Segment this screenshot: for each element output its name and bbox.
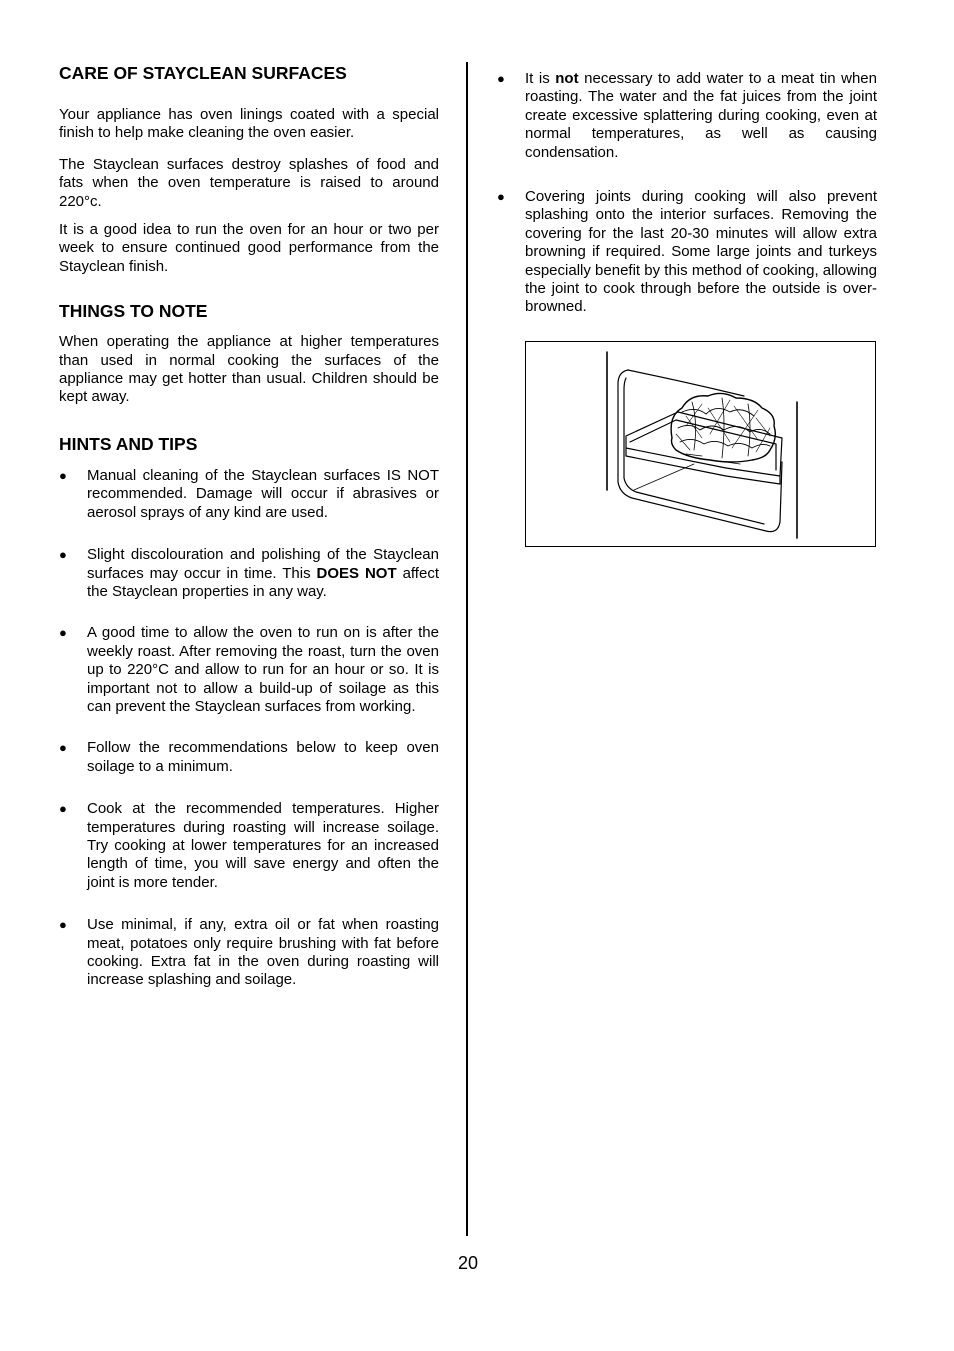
hint-text: Use minimal, if any, extra oil or fat when roasting meat, potatoes only require brushing with fat before cooking. Extra fat in the oven during roasting will increase splashing and soilage. [87, 916, 439, 989]
tip-text: Covering joints during cooking will also prevent splashing onto the interior surfaces. Removing the covering for the last 20-30 minutes will allow extra browning if required. Some large joints and turkeys especially benefit by this method of cooking, allowing the joint to cook through before the outside is over-browned. [525, 188, 877, 316]
oven-joint-icon [526, 342, 874, 545]
bullet-icon: ● [497, 189, 505, 205]
hint-emphasis: DOES NOT [316, 564, 397, 582]
hint-item [59, 739, 439, 776]
bullet-icon: ● [59, 467, 67, 483]
hints-heading: HINTS AND TIPS [59, 433, 198, 454]
hint-item [59, 800, 439, 892]
bullet-icon: ● [59, 740, 67, 756]
column-divider [466, 62, 468, 1236]
tip-text: It is [525, 70, 556, 87]
bullet-icon: ● [59, 625, 67, 641]
right-column [497, 70, 877, 317]
hint-text: Cook at the recommended temperatures. Higher temperatures during roasting will increase soilage. Try cooking at lower temperatures for an increased length of time, you will save energy and often the joint is more tender. [87, 800, 439, 891]
care-paragraph-2: The Stayclean surfaces destroy splashes of food and fats when the oven temperature is raised to around 220°c. [59, 155, 439, 210]
tip-item [497, 188, 877, 317]
hint-text: Follow the recommendations below to keep oven soilage to a minimum. [87, 739, 439, 775]
hint-text: affect the Stayclean properties in any way. [87, 564, 439, 600]
tip-text: necessary to add water to a meat tin when roasting. The water and the fat juices from the joint create excessive splattering during cooking, even at normal temperatures, as well as causing condensation. [525, 70, 877, 161]
bullet-icon: ● [59, 801, 67, 817]
hint-text: Manual cleaning of the Stayclean surfaces IS NOT recommended. Damage will occur if abrasives or aerosol sprays of any kind are used. [87, 466, 439, 521]
bullet-icon: ● [59, 917, 67, 933]
care-paragraph-3: It is a good idea to run the oven for an hour or two per week to ensure continued good performance from the Stayclean finish. [59, 221, 439, 275]
hint-item [59, 546, 439, 601]
care-paragraph-1: Your appliance has oven linings coated with a special finish to help make cleaning the oven easier. [59, 106, 439, 142]
hint-item [59, 624, 439, 716]
page-number: 20 [457, 1253, 479, 1273]
left-column [59, 62, 439, 990]
tip-item [497, 70, 877, 162]
bullet-icon: ● [59, 547, 67, 563]
tip-emphasis: not [555, 70, 579, 87]
hint-text: Slight discolouration and polishing of the Stayclean surfaces may occur in time. This [87, 546, 439, 582]
hint-text: A good time to allow the oven to run on is after the weekly roast. After removing the roast, turn the oven up to 220°C and allow to run for an hour or so. It is important not to allow a build-up of soilage as this can prevent the Stayclean surfaces from working. [87, 624, 439, 715]
hint-item [59, 916, 439, 990]
hint-item [59, 467, 439, 522]
note-paragraph: When operating the appliance at higher temperatures than used in normal cooking the surfaces of the appliance may get hotter than usual. Children should be kept away. [59, 333, 439, 406]
roasting-joint-illustration [525, 341, 876, 547]
care-heading: CARE OF STAYCLEAN SURFACES [59, 63, 347, 83]
bullet-icon: ● [497, 71, 505, 86]
things-to-note-heading: THINGS TO NOTE [59, 301, 208, 322]
